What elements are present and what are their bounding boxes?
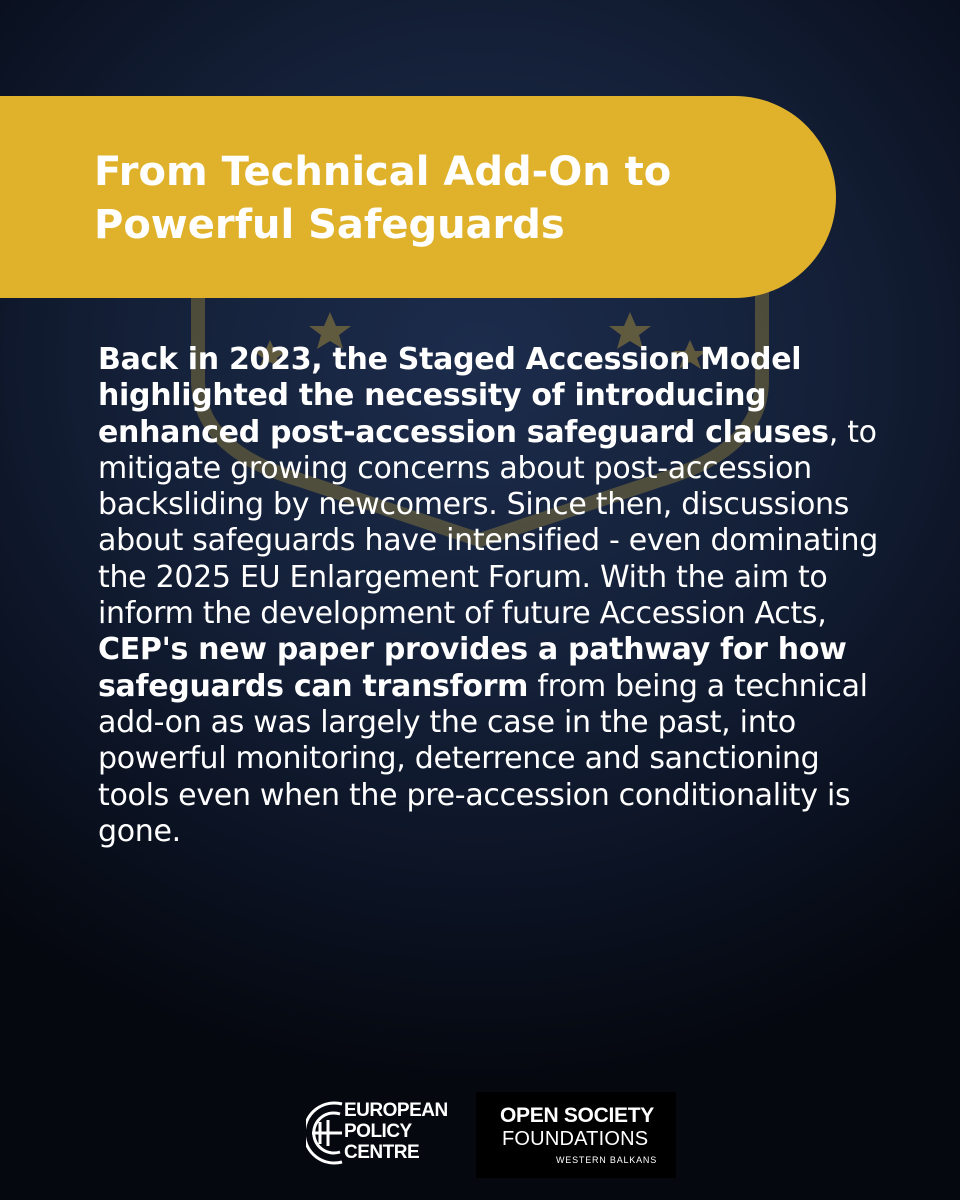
body-bold-2: CEP's new paper provides a pathway for how safeguards can transform: [98, 632, 847, 704]
epc-emblem-icon: [306, 1096, 346, 1170]
epc-line-1: EUROPEAN: [344, 1100, 448, 1121]
epc-line-3: CENTRE: [344, 1142, 420, 1163]
osf-line-3: WESTERN BALKANS: [556, 1155, 658, 1165]
european-policy-centre-logo: [306, 1096, 456, 1172]
title-line-2: Powerful Safeguards: [94, 202, 565, 248]
open-society-foundations-logo: [476, 1092, 676, 1178]
body-text-1: , to mitigate growing concerns about post-accession backsliding by newcomers. Since then, discussions about safeguards have intensified - even dominating the 2025 EU Enlargement Forum. With the aim to inform the development of future Accession Acts,: [98, 414, 878, 632]
epc-line-2: POLICY: [344, 1121, 412, 1142]
title-line-1: From Technical Add-On to: [94, 149, 672, 195]
body-paragraph: [98, 342, 878, 850]
osf-line-2: FOUNDATIONS: [502, 1128, 649, 1150]
post-title: [94, 146, 814, 252]
epc-name: [344, 1100, 448, 1163]
osf-line-1: OPEN SOCIETY: [500, 1104, 654, 1127]
body-bold-1: Back in 2023, the Staged Accession Model highlighted the necessity of introducing enhanced post-accession safeguard clauses: [98, 342, 829, 450]
body-text-2: from being a technical add-on as was largely the case in the past, into powerful monitoring, deterrence and sanctioning tools even when the pre-accession conditionality is gone.: [98, 668, 868, 849]
